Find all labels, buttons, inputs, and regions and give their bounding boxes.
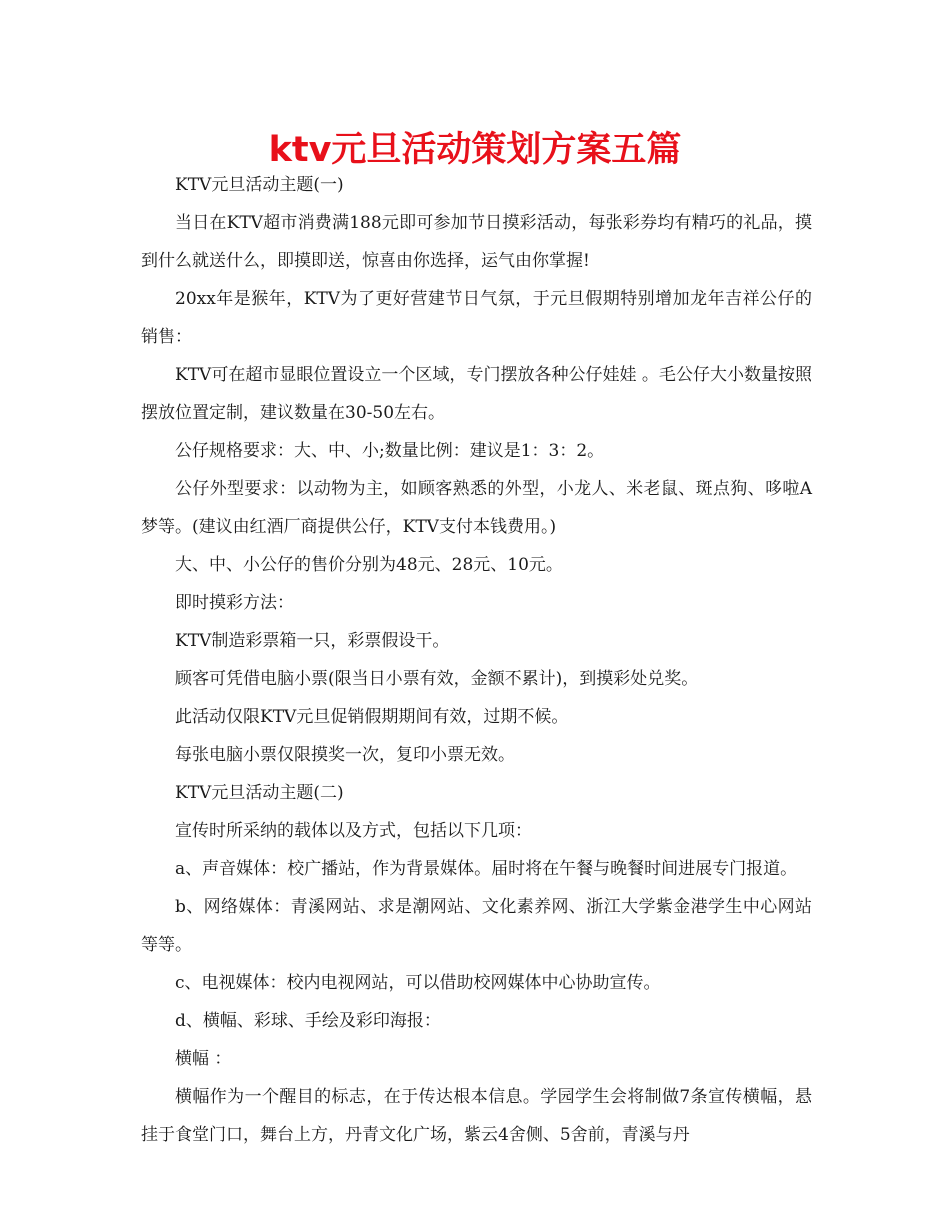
paragraph: KTV制造彩票箱一只，彩票假设干。 — [175, 631, 450, 651]
paragraph: 大、中、小公仔的售价分别为48元、28元、10元。 — [175, 555, 563, 575]
paragraph: 公仔外型要求：以动物为主，如顾客熟悉的外型，小龙人、米老鼠、斑点狗、哆啦A梦等。(建议由红酒厂商提供公仔，KTV支付本钱费用。) — [141, 479, 812, 537]
paragraph: 当日在KTV超市消费满188元即可参加节日摸彩活动，每张彩券均有精巧的礼品，摸到什么就送什么，即摸即送，惊喜由你选择，运气由你掌握! — [141, 213, 812, 271]
paragraph: KTV可在超市显眼位置设立一个区域，专门摆放各种公仔娃娃 。毛公仔大小数量按照摆放位置定制，建议数量在30-50左右。 — [141, 365, 812, 423]
paragraph: 每张电脑小票仅限摸奖一次，复印小票无效。 — [175, 745, 515, 765]
paragraph: 20xx年是猴年，KTV为了更好营建节日气氛，于元旦假期特别增加龙年吉祥公仔的销售： — [141, 289, 812, 347]
paragraph: 宣传时所采纳的载体以及方式，包括以下几项： — [175, 821, 532, 841]
document-title: ktv元旦活动策划方案五篇 — [268, 130, 682, 170]
paragraph: a、声音媒体：校广播站，作为背景媒体。届时将在午餐与晚餐时间进展专门报道。 — [175, 859, 798, 879]
paragraph: 横幅作为一个醒目的标志，在于传达根本信息。学园学生会将制做7条宣传横幅，悬挂于食堂门口，舞台上方，丹青文化广场，紫云4舍侧、5舍前，青溪与丹 — [141, 1087, 812, 1145]
paragraph: 此活动仅限KTV元旦促销假期期间有效，过期不候。 — [175, 707, 569, 727]
paragraph: b、网络媒体：青溪网站、求是潮网站、文化素养网、浙江大学紫金港学生中心网站等等。 — [141, 897, 812, 955]
paragraph: KTV元旦活动主题(二) — [175, 783, 344, 803]
paragraph: KTV元旦活动主题(一) — [175, 175, 344, 195]
document-body — [141, 166, 812, 1154]
paragraph: 公仔规格要求：大、中、小;数量比例：建议是1：3：2。 — [175, 441, 605, 461]
paragraph: 横幅 ： — [175, 1049, 232, 1069]
paragraph: d、横幅、彩球、手绘及彩印海报： — [175, 1011, 441, 1031]
paragraph: c、电视媒体：校内电视网站，可以借助校网媒体中心协助宣传。 — [175, 973, 661, 993]
paragraph: 顾客可凭借电脑小票(限当日小票有效，金额不累计)，到摸彩处兑奖。 — [175, 669, 699, 689]
paragraph: 即时摸彩方法： — [175, 593, 294, 613]
